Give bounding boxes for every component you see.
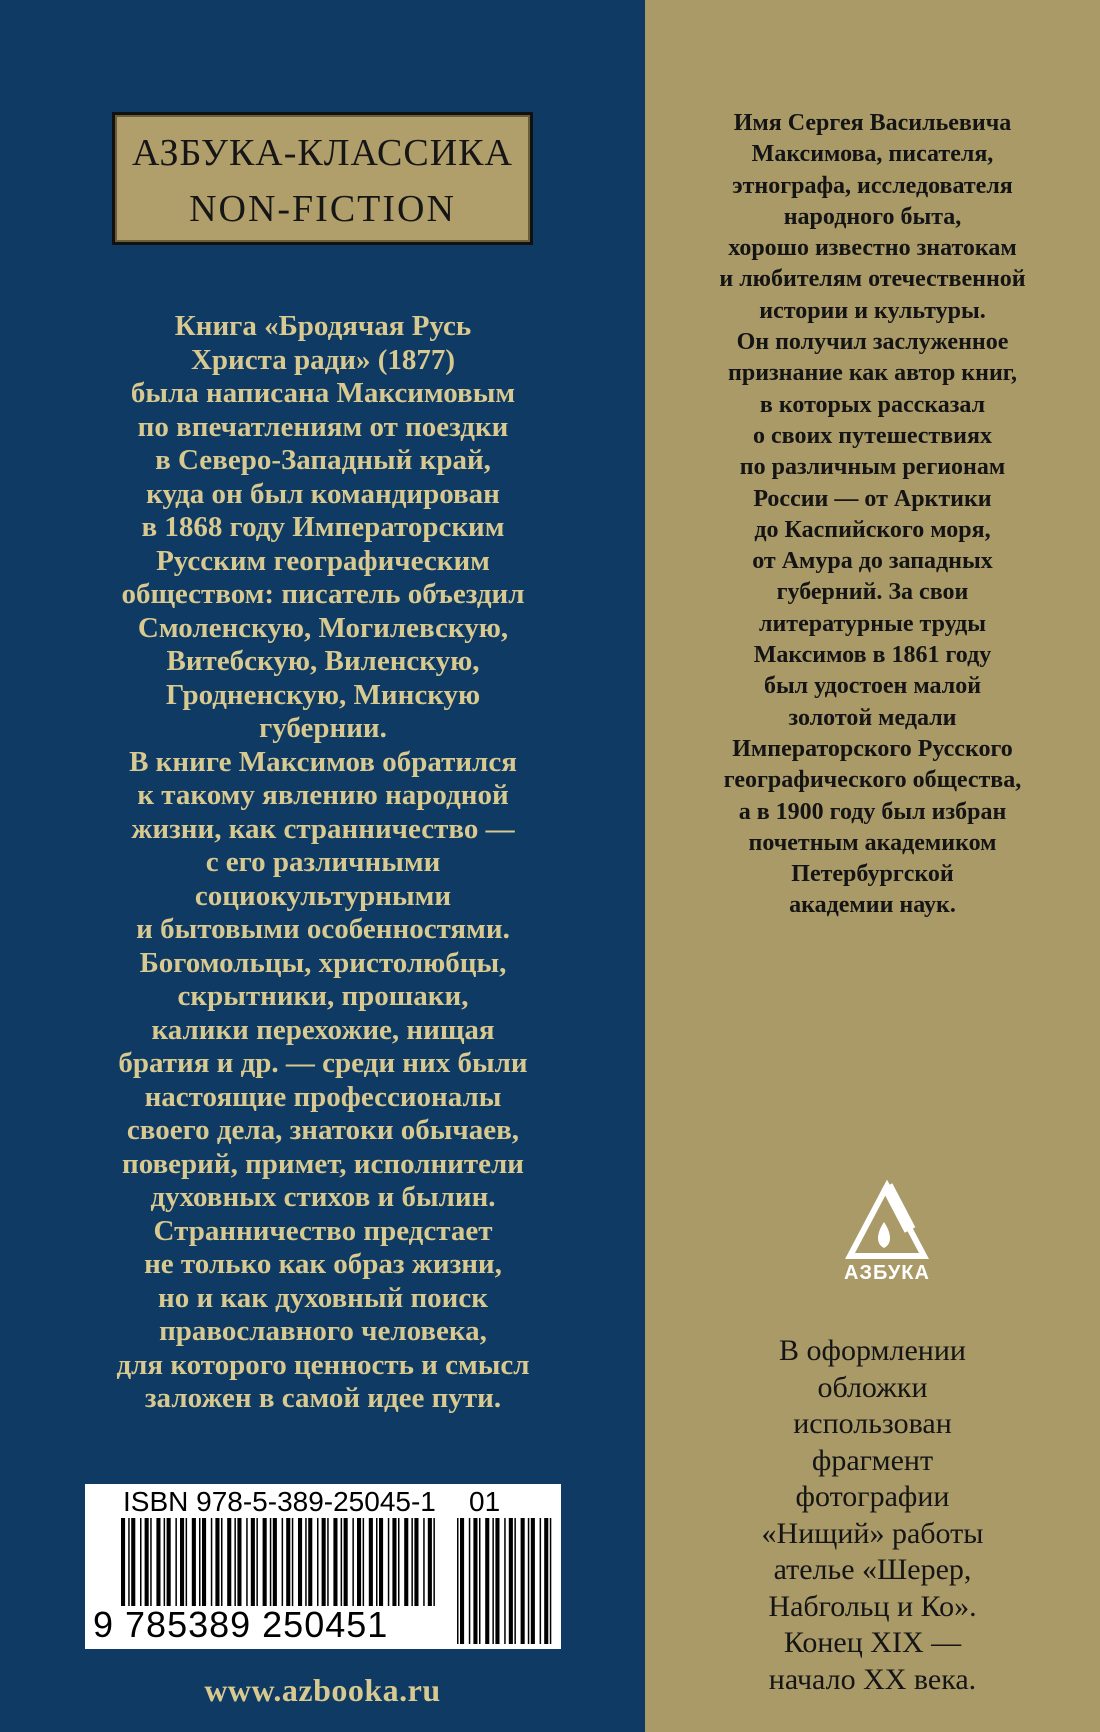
barcode-bar	[404, 1518, 408, 1606]
description-line: социокультурными	[194, 879, 452, 912]
barcode-bar	[504, 1518, 506, 1644]
barcode-bar	[333, 1518, 337, 1606]
biography-line: России — от Арктики	[753, 485, 992, 512]
barcode-bar	[473, 1518, 477, 1644]
series-label-box	[112, 112, 533, 245]
description-line: куда он был командирован	[146, 477, 500, 510]
isbn-label: ISBN 978-5-389-25045-1	[123, 1486, 436, 1517]
credit-line: начало XX века.	[768, 1662, 977, 1696]
description-line: для которого ценность и смысл	[116, 1348, 530, 1381]
barcode-bar	[531, 1518, 535, 1644]
barcode-bar	[322, 1518, 326, 1606]
biography-line: академии наук.	[789, 892, 956, 919]
biography-line: Максимов в 1861 году	[753, 642, 992, 669]
isbn-barcode	[85, 1484, 561, 1649]
barcode-bar	[428, 1518, 432, 1606]
series-name: АЗБУКА-КЛАССИКА	[132, 132, 513, 174]
barcode-bar	[221, 1518, 223, 1606]
barcode-bar	[423, 1518, 425, 1606]
barcode-bar	[485, 1518, 489, 1644]
barcode-bar	[237, 1518, 241, 1606]
barcode-bar	[457, 1518, 459, 1644]
description-line: Витебскую, Виленскую,	[166, 645, 480, 677]
credit-line: Конец XIX —	[783, 1626, 962, 1659]
barcode-bar	[150, 1518, 152, 1606]
barcode-bar	[352, 1518, 354, 1606]
azbuka-logo	[832, 1178, 942, 1288]
credit-line: обложки	[817, 1370, 928, 1404]
biography-line: Он получил заслуженное	[736, 329, 1009, 356]
description-line: православного человека,	[159, 1315, 487, 1347]
barcode-bar	[388, 1518, 390, 1606]
biography-line: а в 1900 году был избран	[738, 798, 1007, 825]
barcode-bar	[128, 1518, 130, 1606]
barcode-bar	[550, 1518, 552, 1644]
description-line: не только как образ жизни,	[144, 1248, 502, 1280]
barcode-bar	[156, 1518, 160, 1606]
barcode-bar	[376, 1518, 378, 1606]
biography-line: истории и культуры.	[759, 297, 986, 324]
barcode-bar	[495, 1518, 499, 1644]
credit-line: фрагмент	[811, 1443, 934, 1477]
barcode-bar	[521, 1518, 525, 1644]
barcode-bar	[215, 1518, 219, 1606]
barcode-bar	[270, 1518, 272, 1606]
biography-line: и любителям отечественной	[719, 266, 1026, 293]
barcode-bar	[273, 1518, 277, 1606]
barcode-bar	[460, 1518, 464, 1644]
description-line: губернии.	[259, 712, 387, 744]
barcode-bar	[363, 1518, 365, 1606]
description-line: обществом: писатель объездил	[121, 578, 525, 610]
credit-line: ателье «Шерер,	[773, 1553, 972, 1586]
description-line: Книга «Бродячая Русь	[174, 310, 472, 342]
logo-wordmark: АЗБУКА	[844, 1262, 930, 1284]
description-line: Гродненскую, Минскую	[165, 678, 481, 711]
description-line: жизни, как странничество —	[131, 812, 515, 845]
biography-line: Императорского Русского	[732, 735, 1013, 762]
barcode-bar	[469, 1518, 471, 1644]
description-line: своего дела, знатоки обычаев,	[126, 1114, 520, 1146]
description-line: скрытники, прошаки,	[177, 980, 469, 1012]
biography-line: признание как автор книг,	[728, 360, 1017, 387]
biography-line: Петербургской	[791, 861, 954, 888]
biography-line: по различным регионам	[739, 454, 1006, 481]
description-line: в 1868 году Императорским	[141, 511, 505, 543]
barcode-bar	[140, 1518, 142, 1606]
credit-line: Набгольц и Ко».	[768, 1589, 977, 1623]
right-panel	[645, 0, 1100, 1732]
barcode-bar	[379, 1518, 383, 1606]
description-line: но и как духовный поиск	[158, 1281, 488, 1314]
biography-line: от Амура до западных	[752, 548, 993, 575]
barcode-bar	[369, 1518, 373, 1606]
barcode-bar	[234, 1518, 236, 1606]
description-line: заложен в самой идее пути.	[144, 1382, 502, 1414]
barcode-bar	[286, 1518, 290, 1606]
barcode-bar	[227, 1518, 231, 1606]
barcode-bar	[180, 1518, 184, 1606]
barcode-bar	[479, 1518, 481, 1644]
description-line: и бытовыми особенностями.	[136, 913, 510, 945]
barcode-bar	[164, 1518, 166, 1606]
biography-line: о своих путешествиях	[753, 422, 992, 449]
publisher-website: www.azbooka.ru	[204, 1672, 441, 1708]
barcode-bar	[131, 1518, 135, 1606]
description-line: Христа ради» (1877)	[190, 343, 456, 376]
barcode-bar	[317, 1518, 319, 1606]
description-line: Странничество предстает	[153, 1214, 493, 1247]
biography-line: Имя Сергея Васильевича	[733, 110, 1012, 136]
description-line: по впечатлениям от поездки	[137, 410, 509, 443]
description-line: с его различными	[205, 846, 441, 878]
description-line: в Северо-Западный край,	[155, 444, 491, 476]
barcode-bar	[202, 1518, 206, 1606]
description-line: поверий, примет, исполнители	[122, 1147, 524, 1180]
barcode-bar	[414, 1518, 418, 1606]
barcode-bar	[392, 1518, 396, 1606]
description-line: Смоленскую, Могилевскую,	[137, 611, 509, 644]
barcode-bar	[492, 1518, 494, 1644]
biography-line: Максимова, писателя,	[751, 141, 994, 168]
barcode-bar	[211, 1518, 213, 1606]
barcode-bar	[509, 1518, 513, 1644]
azbuka-logo-icon	[832, 1178, 942, 1268]
barcode-bar	[292, 1518, 294, 1606]
book-description	[58, 310, 588, 1416]
cover-credit	[645, 1333, 1100, 1698]
description-line: Богомольцы, христолюбцы,	[139, 946, 507, 979]
barcode-bar	[540, 1518, 542, 1644]
biography-line: литературные труды	[759, 610, 986, 637]
biography-line: почетным академиком	[748, 829, 997, 856]
barcode-bar	[121, 1518, 125, 1606]
description-line: настоящие профессионалы	[144, 1080, 502, 1113]
credit-line: В оформлении	[779, 1334, 966, 1367]
barcode-bar	[246, 1518, 248, 1606]
series-subtitle: NON-FICTION	[189, 188, 456, 230]
barcode-bar	[145, 1518, 149, 1606]
biography-line: географического общества,	[723, 767, 1022, 794]
barcode-bar	[433, 1518, 435, 1606]
barcode-bar	[192, 1518, 196, 1606]
biography-line: был удостоен малой	[763, 673, 982, 700]
description-line: была написана Максимовым	[130, 377, 516, 409]
biography-line: народного быта,	[783, 203, 962, 230]
barcode-bar	[341, 1518, 343, 1606]
biography-line: в которых рассказал	[759, 391, 986, 418]
barcode-bar	[327, 1518, 329, 1606]
description-line: калики перехожие, нищая	[151, 1013, 495, 1046]
barcode-bar	[544, 1518, 548, 1644]
biography-line: до Каспийского моря,	[754, 516, 991, 543]
barcode-bar	[186, 1518, 188, 1606]
barcode-bar	[167, 1518, 171, 1606]
barcode-bar	[398, 1518, 400, 1606]
barcode-digits: 9 785389 250451	[93, 1604, 389, 1645]
biography-line: губерний. За свои	[776, 579, 969, 606]
barcode-bar	[411, 1518, 413, 1606]
description-line: духовных стихов и былин.	[150, 1181, 496, 1213]
barcode-bar	[514, 1518, 516, 1644]
barcode-bar	[199, 1518, 201, 1606]
barcode-bar	[263, 1518, 267, 1606]
barcode-bar	[344, 1518, 348, 1606]
barcode-bar	[305, 1518, 307, 1606]
description-line: В книге Максимов обратился	[129, 745, 517, 778]
credit-line: использован	[793, 1407, 952, 1440]
barcode-bar	[357, 1518, 361, 1606]
barcode-bar	[251, 1518, 255, 1606]
barcode-bar	[308, 1518, 312, 1606]
credit-line: фотографии	[795, 1480, 950, 1513]
description-line: к такому явлению народной	[137, 779, 509, 811]
isbn-addon: 01	[469, 1486, 501, 1517]
barcode-bar	[298, 1518, 302, 1606]
description-line: Русским географическим	[156, 544, 490, 577]
barcode-bar	[528, 1518, 530, 1644]
biography-line: золотой медали	[788, 704, 957, 731]
biography-line: этнографа, исследователя	[732, 172, 1013, 199]
barcode-bar	[282, 1518, 284, 1606]
barcode-bar	[175, 1518, 177, 1606]
description-line: братия и др. — среди них были	[118, 1047, 528, 1079]
author-biography	[645, 108, 1100, 922]
barcode-bar	[256, 1518, 258, 1606]
credit-line: «Нищий» работы	[761, 1516, 984, 1550]
biography-line: хорошо известно знатокам	[728, 235, 1017, 262]
